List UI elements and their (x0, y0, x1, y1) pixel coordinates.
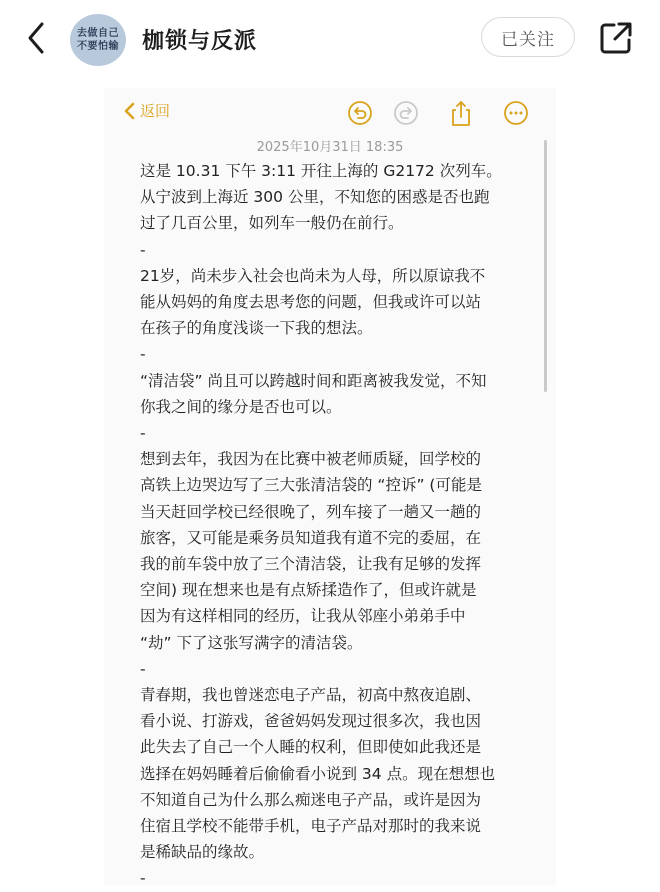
redo-button[interactable] (393, 100, 419, 126)
avatar-text-line2: 不要怕输 (77, 41, 119, 52)
note-text-line: 我的前车袋中放了三个清洁袋，让我有足够的发挥 (140, 555, 482, 574)
separator-line: - (140, 869, 146, 888)
note-text-line: 住宿且学校不能带手机，电子产品对那时的我来说 (140, 817, 482, 836)
more-button[interactable] (503, 100, 529, 126)
separator-line: - (140, 659, 146, 678)
more-icon (503, 100, 529, 126)
scrollbar[interactable] (544, 140, 547, 392)
note-screenshot (104, 88, 556, 888)
share-external-icon (598, 20, 634, 56)
note-text-line: 21岁，尚未步入社会也尚未为人母，所以原谅我不 (140, 266, 486, 285)
note-text-line: 能从妈妈的角度去思考您的问题，但我或许可以站 (140, 293, 482, 312)
undo-button[interactable] (347, 100, 373, 126)
note-text-line: 在孩子的角度浅谈一下我的想法。 (140, 319, 373, 338)
note-text-line: 旅客，又可能是乘务员知道我有道不完的委屈，在 (140, 528, 482, 547)
channel-name[interactable]: 枷锁与反派 (142, 29, 258, 54)
avatar-text-line1: 去做自己 (77, 28, 119, 39)
note-text-line: 看小说、打游戏，爸爸妈妈发现过很多次，我也因 (140, 712, 482, 731)
note-text-line: 不知道自己为什么那么痴迷电子产品，或许是因为 (140, 790, 482, 809)
separator-line: - (140, 345, 146, 364)
undo-icon (347, 100, 373, 126)
note-toolbar (104, 88, 556, 138)
note-text-line: 选择在妈妈睡着后偷偷看小说到 34 点。现在想想也 (140, 764, 496, 783)
note-text-line: 想到去年，我因为在比赛中被老师质疑，回学校的 (140, 450, 482, 469)
note-timestamp: 2025年10月31日 18:35 (256, 140, 404, 155)
note-share-button[interactable] (448, 100, 474, 126)
redo-icon (393, 100, 419, 126)
note-text-line: 高铁上边哭边写了三大张清洁袋的 “控诉” (可能是 (140, 476, 482, 495)
separator-line: - (140, 424, 146, 443)
follow-button[interactable]: 已关注 (481, 17, 575, 57)
separator-line: - (140, 240, 146, 259)
chevron-left-icon (22, 20, 54, 56)
note-text-line: 此失去了自己一个人睡的权利，但即使如此我还是 (140, 738, 482, 757)
share-icon (448, 100, 474, 128)
note-back-button[interactable] (122, 100, 170, 121)
note-back-chevron-icon (122, 101, 136, 121)
note-text-line: “清洁袋” 尚且可以跨越时间和距离被我发觉，不知 (140, 371, 487, 390)
note-text-line: “劫” 下了这张写满字的清洁袋。 (140, 633, 363, 652)
top-bar (0, 0, 660, 78)
note-body (140, 158, 540, 892)
note-text-line: 空间) 现在想来也是有点矫揉造作了，但或许就是 (140, 581, 477, 600)
note-text-line: 从宁波到上海近 300 公里，不知您的困惑是否也跑 (140, 188, 490, 207)
note-text-line: 是稀缺品的缘故。 (140, 843, 265, 862)
note-text-line: 你我之间的缘分是否也可以。 (140, 397, 342, 416)
note-text-line: 过了几百公里，如列车一般仍在前行。 (140, 214, 404, 233)
note-text-line: 青春期，我也曾迷恋电子产品，初高中熬夜追剧、 (140, 686, 482, 705)
back-button[interactable] (22, 20, 54, 56)
note-text-line: 这是 10.31 下午 3:11 开往上海的 G2172 次列车。 (140, 162, 502, 180)
avatar[interactable] (70, 14, 126, 66)
note-text-line: 当天赶回学校已经很晚了，列车接了一趟又一趟的 (140, 502, 482, 521)
note-text-line: 因为有这样相同的经历，让我从邻座小弟弟手中 (140, 607, 466, 626)
share-button[interactable] (598, 20, 634, 56)
note-back-label: 返回 (140, 102, 171, 120)
